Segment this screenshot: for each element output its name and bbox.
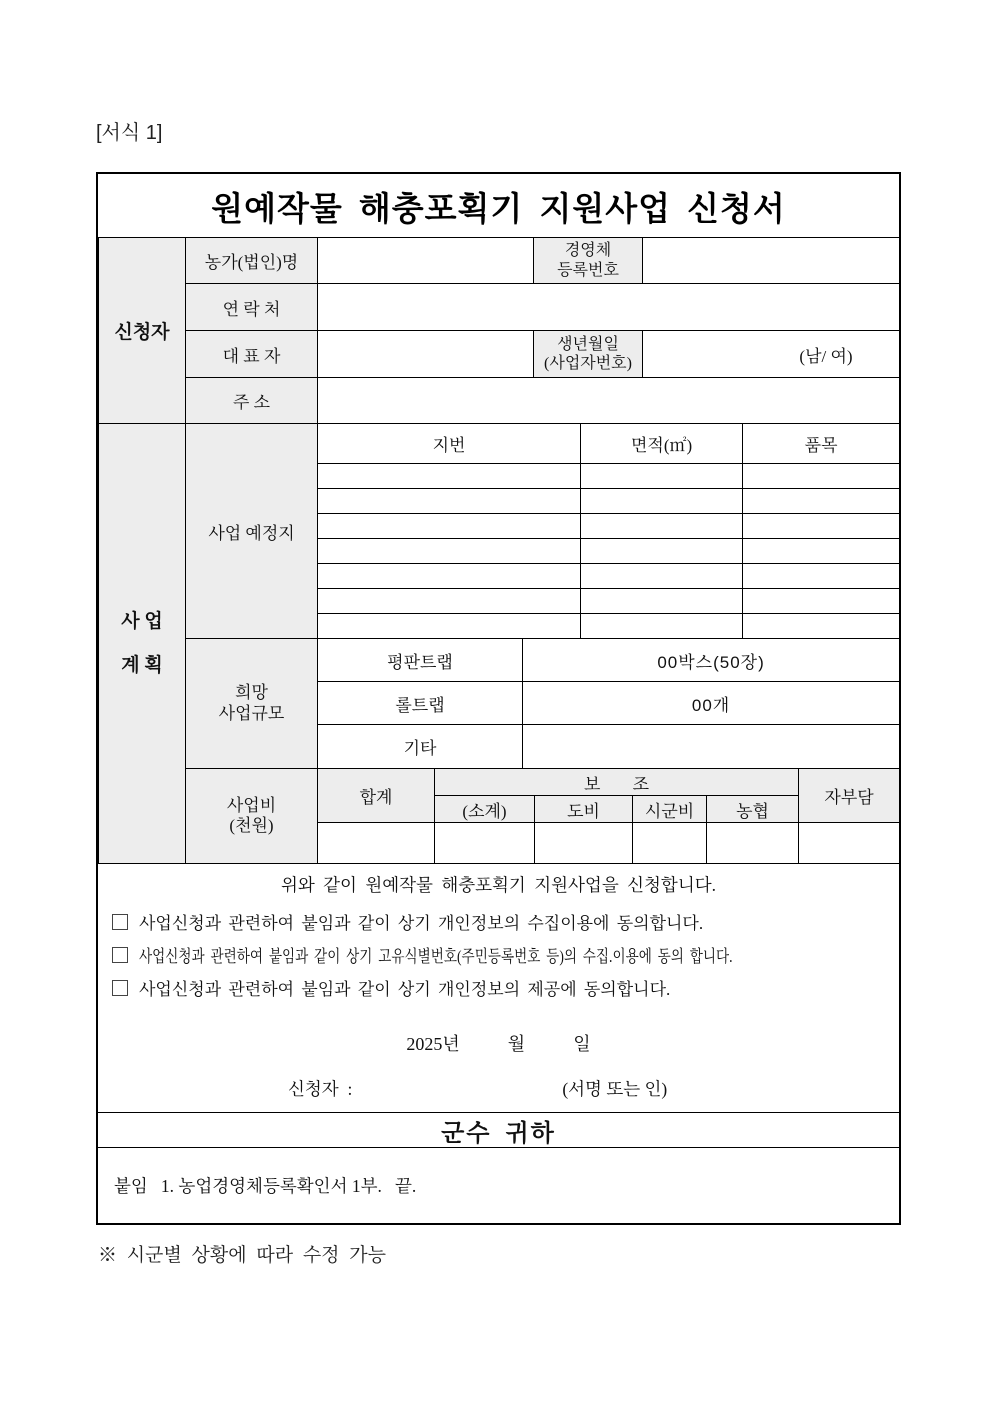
site-col-item-header: 품목 <box>743 424 900 464</box>
recipient-line: 군수 귀하 <box>98 1112 899 1148</box>
budget-label-line2: (천원) <box>229 816 274 835</box>
site-item-field[interactable] <box>743 539 900 564</box>
consent-text: 사업신청과 관련하여 붙임과 같이 상기 개인정보의 제공에 동의합니다. <box>139 980 671 999</box>
consent-text: 사업신청과 관련하여 붙임과 같이 상기 고유식별번호(주민등록번호 등)의 수집.이용에 동의 합니다. <box>139 947 733 966</box>
scale-roll-trap-label: 롤트랩 <box>318 682 523 725</box>
budget-subtotal-field[interactable] <box>435 823 535 864</box>
site-item-field[interactable] <box>743 489 900 514</box>
scale-label <box>186 639 318 769</box>
budget-label <box>186 769 318 864</box>
site-lot-field[interactable] <box>318 489 581 514</box>
consent-line-personal-info <box>112 909 703 934</box>
budget-total-header: 합계 <box>318 769 435 823</box>
consent-checkbox[interactable] <box>112 947 128 963</box>
biz-reg-label-line2: 등록번호 <box>557 261 619 279</box>
site-col-lot-header: 지번 <box>318 424 581 464</box>
site-item-field[interactable] <box>743 589 900 614</box>
address-field[interactable] <box>318 378 900 424</box>
scale-other-field[interactable] <box>523 725 900 769</box>
consent-checkbox[interactable] <box>112 914 128 930</box>
site-lot-field[interactable] <box>318 539 581 564</box>
address-label: 주 소 <box>186 378 318 424</box>
budget-subtotal-header: (소계) <box>435 796 535 823</box>
site-lot-field[interactable] <box>318 589 581 614</box>
scale-other-label: 기타 <box>318 725 523 769</box>
birth-label-line2: (사업자번호) <box>544 355 632 372</box>
date-line <box>98 1030 899 1056</box>
farm-name-label: 농가(법인)명 <box>186 238 318 284</box>
budget-province-field[interactable] <box>535 823 633 864</box>
plan-section-label-line2: 계 획 <box>121 654 163 676</box>
site-area-field[interactable] <box>581 614 743 639</box>
representative-field[interactable] <box>318 331 534 378</box>
site-area-field[interactable] <box>581 589 743 614</box>
site-lot-field[interactable] <box>318 514 581 539</box>
site-item-field[interactable] <box>743 564 900 589</box>
scale-label-line1: 희망 <box>235 683 268 703</box>
budget-self-field[interactable] <box>799 823 900 864</box>
site-area-field[interactable] <box>581 564 743 589</box>
budget-total-field[interactable] <box>318 823 435 864</box>
consent-checkbox[interactable] <box>112 980 128 996</box>
site-item-field[interactable] <box>743 514 900 539</box>
biz-reg-label <box>534 238 643 284</box>
declaration-statement: 위와 같이 원예작물 해충포획기 지원사업을 신청합니다. <box>280 875 717 895</box>
site-lot-field[interactable] <box>318 564 581 589</box>
birth-gender-field[interactable]: (남/ 여) <box>643 331 900 378</box>
budget-city-county-header: 시군비 <box>633 796 707 823</box>
biz-reg-field[interactable] <box>643 238 900 284</box>
site-area-field[interactable] <box>581 489 743 514</box>
budget-nonghyup-field[interactable] <box>707 823 799 864</box>
site-col-area-header: 면적(㎡) <box>581 424 743 464</box>
signature-line <box>98 1076 899 1101</box>
signature-applicant-label: 신청자 : <box>288 1079 353 1099</box>
applicant-table <box>98 237 900 424</box>
applicant-section-label: 신청자 <box>99 238 186 424</box>
site-area-field[interactable] <box>581 514 743 539</box>
consent-line-unique-id <box>112 942 881 967</box>
birth-label <box>534 331 643 378</box>
site-item-field[interactable] <box>743 614 900 639</box>
representative-label: 대 표 자 <box>186 331 318 378</box>
scale-roll-trap-field[interactable]: 00개 <box>523 682 900 725</box>
application-form <box>96 172 901 1225</box>
contact-field[interactable] <box>318 284 900 331</box>
date-day: 일 <box>573 1034 591 1054</box>
form-number-tag: [서식 1] <box>96 122 163 144</box>
declaration-block <box>98 864 899 1112</box>
site-label: 사업 예정지 <box>186 424 318 639</box>
site-lot-field[interactable] <box>318 464 581 489</box>
date-month: 월 <box>507 1034 526 1054</box>
contact-label: 연 락 처 <box>186 284 318 331</box>
budget-nonghyup-header: 농협 <box>707 796 799 823</box>
form-title: 원예작물 해충포획기 지원사업 신청서 <box>211 189 786 227</box>
site-area-field[interactable] <box>581 464 743 489</box>
signature-hint: (서명 또는 인) <box>562 1079 668 1099</box>
budget-label-line1: 사업비 <box>226 795 277 815</box>
plan-table <box>98 423 900 864</box>
attachment-line: 붙임 1. 농업경영체등록확인서 1부. 끝. <box>114 1176 417 1196</box>
scale-flat-trap-label: 평판트랩 <box>318 639 523 682</box>
biz-reg-label-line1: 경영체 <box>564 242 612 260</box>
plan-section-label-line1: 사 업 <box>121 610 163 632</box>
plan-section-label <box>99 424 186 864</box>
site-lot-field[interactable] <box>318 614 581 639</box>
site-item-field[interactable] <box>743 464 900 489</box>
scale-flat-trap-field[interactable]: 00박스(50장) <box>523 639 900 682</box>
consent-text: 사업신청과 관련하여 붙임과 같이 상기 개인정보의 수집이용에 동의합니다. <box>139 914 704 933</box>
budget-subsidy-header: 보 조 <box>435 769 799 796</box>
farm-name-field[interactable] <box>318 238 534 284</box>
budget-city-county-field[interactable] <box>633 823 707 864</box>
date-year: 2025년 <box>406 1034 460 1054</box>
budget-province-header: 도비 <box>535 796 633 823</box>
site-area-field[interactable] <box>581 539 743 564</box>
budget-self-header: 자부담 <box>799 769 900 823</box>
footnote: ※ 시군별 상황에 따라 수정 가능 <box>98 1245 386 1266</box>
consent-line-provision <box>112 975 670 1000</box>
scale-label-line2: 사업규모 <box>218 703 285 723</box>
birth-label-line1: 생년월일 <box>557 335 619 353</box>
